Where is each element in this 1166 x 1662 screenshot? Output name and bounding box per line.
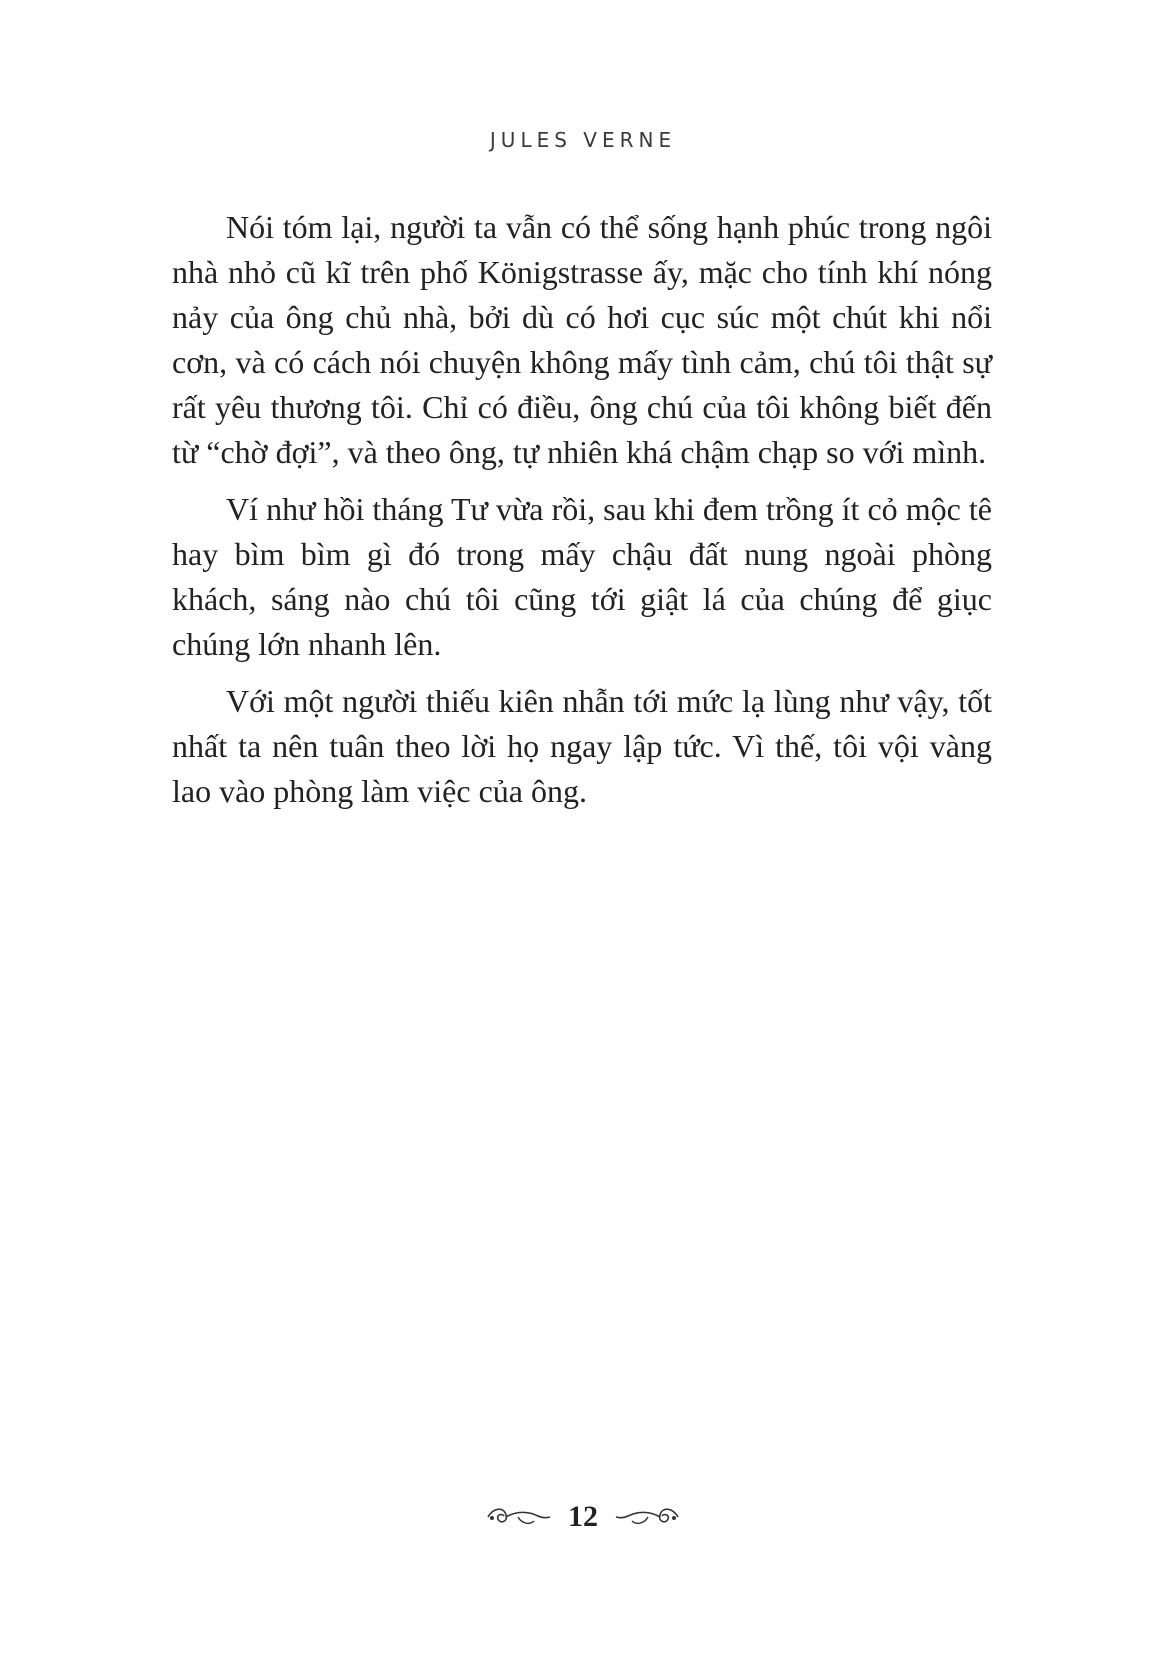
page-number: 12 — [568, 1500, 598, 1533]
paragraph-1: Nói tóm lại, người ta vẫn có thể sống hạnh phúc trong ngôi nhà nhỏ cũ kĩ trên phố Königstrasse ấy, mặc cho tính khí nóng nảy của ông chủ nhà, bởi dù có hơi cục súc một chút khi nổi cơn, và có cách nói chuyện không mấy tình cảm, chú tôi thật sự rất yêu thương tôi. Chỉ có điều, ông chú của tôi không biết đến từ “chờ đợi”, và theo ông, tự nhiên khá chậm chạp so với mình. — [172, 209, 992, 470]
page-footer — [0, 1500, 1166, 1534]
running-header: JULES VERNE — [489, 128, 677, 152]
flourish-right-icon — [612, 1502, 682, 1532]
body-text — [172, 205, 992, 826]
paragraph-3: Với một người thiếu kiên nhẫn tới mức lạ lùng như vậy, tốt nhất ta nên tuân theo lời họ ngay lập tức. Vì thế, tôi vội vàng lao vào phòng làm việc của ông. — [172, 683, 992, 809]
paragraph-2: Ví như hồi tháng Tư vừa rồi, sau khi đem trồng ít cỏ mộc tê hay bìm bìm gì đó trong mấy chậu đất nung ngoài phòng khách, sáng nào chú tôi cũng tới giật lá của chúng để giục chúng lớn nhanh lên. — [172, 491, 992, 662]
flourish-left-icon — [484, 1502, 554, 1532]
